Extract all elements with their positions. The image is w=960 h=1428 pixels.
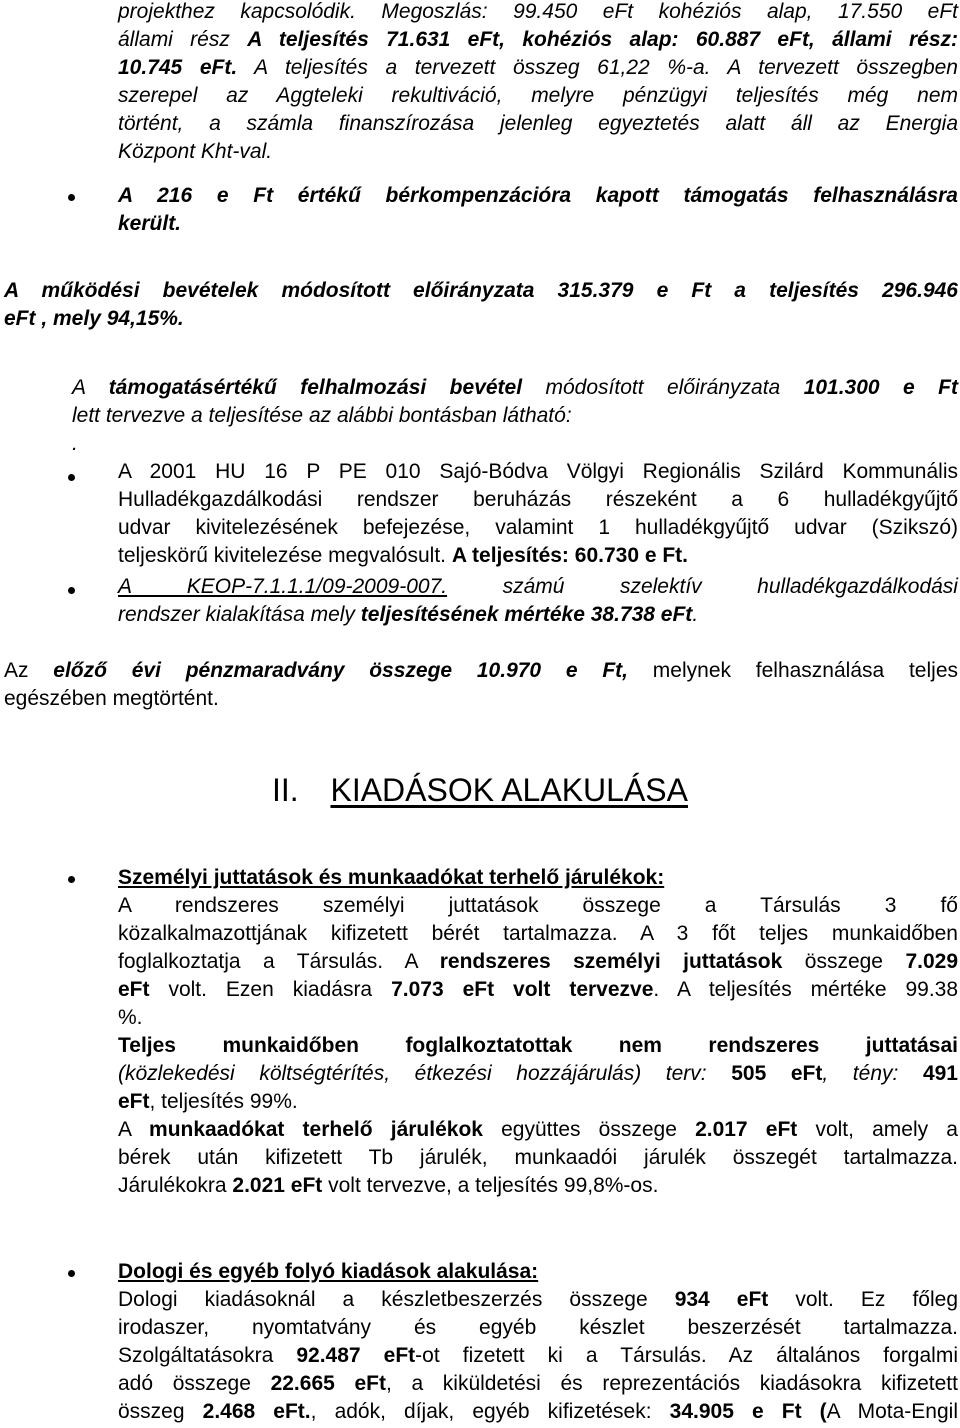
text-line: Az előző évi pénzmaradvány összege 10.970 e Ft, melynek felhasználása teljes <box>4 659 958 682</box>
text-line: Hulladékgazdálkodási rendszer beruházás részeként a 6 hulladékgyűjtő <box>118 488 958 511</box>
bullet-icon <box>68 876 75 883</box>
text-line: eFt, teljesítés 99%. <box>118 1090 298 1113</box>
text-line: eFt volt. Ezen kiadásra 7.073 eFt volt tervezve. A teljesítés mértéke 99.38 <box>118 978 959 1001</box>
paragraph-project-split <box>118 0 958 166</box>
text-line: eFt , mely 94,15%. <box>4 307 184 330</box>
text-line: összeg 2.468 eFt., adók, díjak, egyéb kifizetések: 34.905 e Ft (A Mota-Engil <box>118 1400 958 1423</box>
bullet-icon <box>68 1270 75 1277</box>
text-line: A munkaadókat terhelő járulékok együttes összege 2.017 eFt volt, amely a <box>118 1118 958 1141</box>
text-line: %. <box>118 1006 143 1029</box>
text-line: állami rész A teljesítés 71.631 eFt, kohéziós alap: 60.887 eFt, állami rész: <box>118 28 958 51</box>
text-line: történt, a számla finanszírozása jelenleg egyeztetés alatt áll az Energia <box>118 112 958 135</box>
text-line: projekthez kapcsolódik. Megoszlás: 99.450 eFt kohéziós alap, 17.550 eFt <box>118 0 958 23</box>
paragraph-wage-compensation <box>118 182 958 238</box>
text-line: A 2001 HU 16 P PE 010 Sajó-Bódva Völgyi Regionális Szilárd Kommunális <box>118 460 958 483</box>
bullet-icon <box>68 587 75 594</box>
paragraph-keop-project <box>118 573 958 629</box>
section-heading <box>0 770 960 810</box>
text-line: egészében megtörtént. <box>4 687 219 710</box>
text-line: Dologi kiadásoknál a készletbeszerzés összege 934 eFt volt. Ez főleg <box>118 1288 959 1311</box>
paragraph-sajo-bodva-project <box>118 458 958 570</box>
paragraph-capital-revenue <box>72 374 958 458</box>
text-line: (közlekedési költségtérítés, étkezési hozzájárulás) terv: 505 eFt, tény: 491 <box>118 1062 958 1085</box>
text-line: 10.745 eFt. A teljesítés a tervezett összeg 61,22 %-a. A tervezett összegben <box>118 56 958 79</box>
section-personnel-expenses <box>118 864 958 1200</box>
text-line: közalkalmazottjának kifizetett bérét tartalmazza. A 3 főt teljes munkaidőben <box>118 922 958 945</box>
text-line: bérek után kifizetett Tb járulék, munkaadói járulék összegét tartalmazza. <box>118 1146 958 1169</box>
bullet-icon <box>68 194 75 201</box>
text-line: teljeskörű kivitelezése megvalósult. A teljesítés: 60.730 e Ft. <box>118 544 688 567</box>
text-line: szerepel az Aggteleki rekultiváció, melyre pénzügyi teljesítés még nem <box>118 84 958 107</box>
text-line: került. <box>118 212 182 235</box>
bullet-icon <box>68 474 75 481</box>
text-line: udvar kivitelezésének befejezése, valamint 1 hulladékgyűjtő udvar (Szikszó) <box>118 516 958 539</box>
text-line: irodaszer, nyomtatvány és egyéb készlet beszerzését tartalmazza. <box>118 1316 958 1339</box>
text-line: A KEOP-7.1.1.1/09-2009-007. számú szelektív hulladékgazdálkodási <box>118 575 958 598</box>
text-line: adó összege 22.665 eFt, a kiküldetési és reprezentációs kiadásokra kifizetett <box>118 1372 958 1395</box>
text-line: foglalkoztatja a Társulás. A rendszeres személyi juttatások összege 7.029 <box>118 950 959 973</box>
text-line: A működési bevételek módosított előirányzata 315.379 e Ft a teljesítés 296.946 <box>4 279 958 302</box>
subsection-title: Dologi és egyéb folyó kiadások alakulása: <box>118 1260 539 1283</box>
paragraph-operating-revenue <box>4 277 958 333</box>
heading-title: KIADÁSOK ALAKULÁSA <box>330 772 688 808</box>
text-line: Járulékokra 2.021 eFt volt tervezve, a teljesítés 99,8%-os. <box>118 1174 659 1197</box>
text-line: Szolgáltatásokra 92.487 eFt-ot fizetett ki a Társulás. Az általános forgalmi <box>118 1344 958 1367</box>
text-line: A 216 e Ft értékű bérkompenzációra kapott támogatás felhasználásra <box>118 184 958 207</box>
text-line: A rendszeres személyi juttatások összege a Társulás 3 fő <box>118 894 958 917</box>
section-material-expenses <box>118 1258 958 1426</box>
paragraph-prior-year-balance <box>4 657 958 713</box>
text-line: . <box>72 432 78 455</box>
subsection-title: Személyi juttatások és munkaadókat terhelő járulékok: <box>118 866 665 889</box>
text-line: Teljes munkaidőben foglalkoztatottak nem rendszeres juttatásai <box>118 1034 958 1057</box>
text-line: A támogatásértékű felhalmozási bevétel módosított előirányzata 101.300 e Ft <box>72 376 958 399</box>
text-line: Központ Kht-val. <box>118 140 273 163</box>
heading-number: II. <box>272 772 299 808</box>
text-line: rendszer kialakítása mely teljesítésének mértéke 38.738 eFt. <box>118 603 699 626</box>
text-line: lett tervezve a teljesítése az alábbi bontásban látható: <box>72 404 572 427</box>
